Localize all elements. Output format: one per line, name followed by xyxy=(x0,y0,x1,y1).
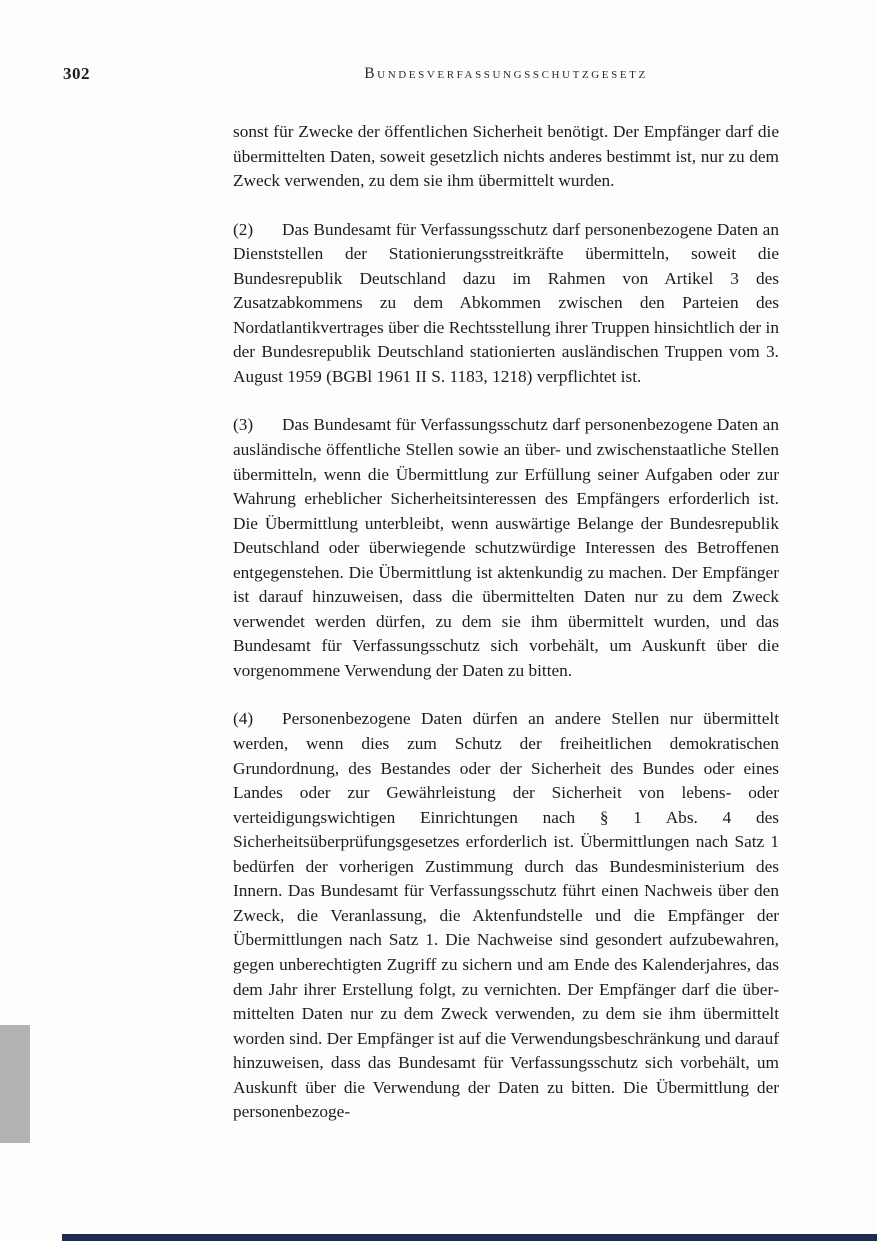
running-header xyxy=(0,64,877,90)
paragraph xyxy=(233,413,779,683)
paragraph-text: Das Bundesamt für Verfassungsschutz darf personenbezogene Daten an Dienststellen der Stationierungsstreitkräfte übermitteln, soweit die Bundesrepublik Deutschland dazu im Rahmen von Artikel 3 des Zusatzabkommens zu dem Abkommen zwischen den Parteien des Nordatlantikvertrages über die Rechtsstellung ihrer Truppen hinsichtlich der in der Bundesrepublik Deutschland stationierten ausländischen Truppen vom 3. August 1959 (BGBl 1961 II S. 1183, 1218) verpflichtet ist. xyxy=(233,219,779,386)
paragraph-text: Das Bundesamt für Verfassungsschutz darf personenbezogene Daten an ausländische öffentliche Stellen sowie an über- und zwischenstaatliche Stellen übermitteln, wenn die Übermittlung zur Erfüllung seiner Aufgaben oder zur Wahrung erheblicher Sicherheitsinteressen des Empfängers erforderlich ist. Die Übermittlung unterbleibt, wenn auswärtige Belange der Bundesrepublik Deutschland oder überwiegende schutzwürdige Interessen des Betroffenen entgegenstehen. Die Übermittlung ist aktenkundig zu machen. Der Empfänger ist darauf hinzuweisen, dass die übermittelten Daten nur zu dem Zweck verwendet werden dürfen, zu dem sie ihm übermittelt wurden, und das Bundesamt für Verfassungsschutz sich vorbehält, um Auskunft über die vorgenommene Verwendung der Daten zu bitten. xyxy=(233,415,779,680)
body-text-column xyxy=(233,120,779,1125)
paragraph-text: Personenbezogene Daten dürfen an andere Stellen nur übermittelt werden, wenn dies zum Schutz der freiheitlichen demokratischen Grundordnung, des Bestandes oder der Sicherheit des Bundes oder eines Landes oder zur Gewährleistung der Sicherheit von lebens- oder verteidigungswichtigen Einrichtungen nach § 1 Abs. 4 des Sicherheitsüberprüfungsgesetzes erforderlich ist. Übermittlungen nach Satz 1 bedürfen der vorherigen Zustimmung durch das Bundesministerium des Innern. Das Bundesamt für Verfassungsschutz führt einen Nachweis über den Zweck, die Veranlassung, die Aktenfundstelle und die Empfänger der Übermittlungen nach Satz 1. Die Nachweise sind gesondert aufzubewahren, gegen unberechtigten Zugriff zu sichern und am Ende des Kalenderjahres, das dem Jahr ihrer Erstellung folgt, zu vernichten. Der Empfänger darf die übermittelten Daten nur zu dem Zweck verwenden, zu dem sie ihm übermittelt worden sind. Der Empfänger ist auf die Verwendungsbeschränkung und darauf hinzuweisen, dass das Bundesamt für Verfassungsschutz sich vorbehält, um Auskunft über die Verwendung der Daten zu bitten. Die Übermittlung der personenbezoge- xyxy=(233,709,779,1122)
paragraph xyxy=(233,707,779,1124)
paragraph-number: (2) xyxy=(233,219,254,239)
paragraph-text: sonst für Zwecke der öffentlichen Sicherheit benötigt. Der Empfänger darf die übermittelten Daten, soweit gesetzlich nichts anderes bestimmt ist, nur zu dem Zweck verwenden, zu dem sie ihm übermittelt wurden. xyxy=(233,122,779,191)
page-edge-tab xyxy=(0,1025,30,1143)
page-number: 302 xyxy=(63,64,90,83)
page-bottom-edge xyxy=(62,1234,877,1241)
paragraph xyxy=(233,120,779,194)
paragraph-number: (3) xyxy=(233,415,254,435)
paragraph-number: (4) xyxy=(233,709,254,729)
running-title: Bundesverfassungsschutzgesetz xyxy=(364,65,648,82)
paragraph xyxy=(233,218,779,390)
